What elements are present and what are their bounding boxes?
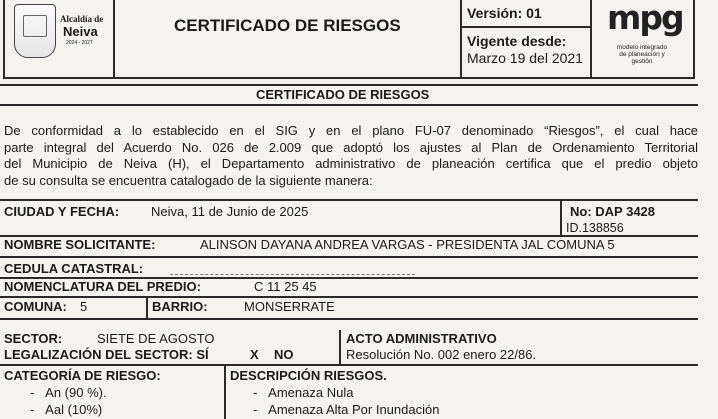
alcaldia-shield-logo [14,4,56,58]
header-title: CERTIFICADO DE RIESGOS [174,16,401,35]
ciudad-fecha-value: Neiva, 11 de Junio de 2025 [151,204,309,219]
mpg-subtitle: modelo integrado de planeación y gestión [616,44,668,65]
intro-paragraph: De conformidad a lo establecido en el SIG y en el plano FU-07 denominado “Riesgos”, el cual hace parte integral del Acuerdo No. 026 de 2.009 que adoptó los ajustes al Plan de Ordenamiento Territorial del Municipio de Neiva (H), el Departamento administrativo de planeación certifica que el predio objeto de su consulta se encuentra catalogado de la siguiente manera: [4,123,698,188]
descripcion-riesgos-label: DESCRIPCIÓN RIESGOS. [230,368,387,383]
document-number: No: DAP 3428 [570,204,656,219]
sector-value: SIETE DE AGOSTO [97,331,215,346]
comuna-value: 5 [80,299,88,314]
comuna-label: COMUNA: [4,299,67,314]
section-title: CERTIFICADO DE RIESGOS [256,87,430,102]
barrio-label: BARRIO: [152,299,208,314]
acto-administrativo-label: ACTO ADMINISTRATIVO [346,331,497,346]
document-id: ID.138856 [566,221,624,235]
solicitante-value: ALINSON DAYANA ANDREA VARGAS - PRESIDENTA JAL COMUNA 5 [200,237,615,252]
acto-administrativo-value: Resolución No. 002 enero 22/86. [346,347,537,362]
sector-label: SECTOR: [4,331,63,346]
nomenclatura-value: C 11 25 45 [254,279,317,294]
vigente-date: Marzo 19 del 2021 [467,50,583,66]
cedula-catastral-line [170,274,415,275]
categoria-riesgo-label: CATEGORÍA DE RIESGO: [4,368,161,383]
descripcion-item: - Amenaza Nula [253,385,354,400]
descripcion-item: - Amenaza Alta Por Inundación [253,402,440,417]
ciudad-fecha-label: CIUDAD Y FECHA: [4,204,120,219]
solicitante-label: NOMBRE SOLICITANTE: [4,237,156,252]
version-label: Versión: 01 [467,5,542,21]
categoria-item: - Aal (10%) [30,402,103,417]
barrio-value: MONSERRATE [244,299,335,314]
nomenclatura-label: NOMENCLATURA DEL PREDIO: [4,279,201,294]
logo-text-alcaldia: Alcaldía de [60,14,104,24]
legalizacion-label: LEGALIZACIÓN DEL SECTOR: SÍ [4,347,209,362]
mpg-logo: mpg [607,0,683,37]
logo-text-period: 2024 - 2027 [66,40,93,46]
cedula-catastral-label: CEDULA CATASTRAL: [4,261,144,276]
categoria-item: - An (90 %). [30,385,107,400]
legalizacion-no: NO [274,347,294,362]
legalizacion-x-mark: X [250,347,259,362]
vigente-label: Vigente desde: [467,33,567,49]
logo-text-neiva: Neiva [63,24,98,39]
